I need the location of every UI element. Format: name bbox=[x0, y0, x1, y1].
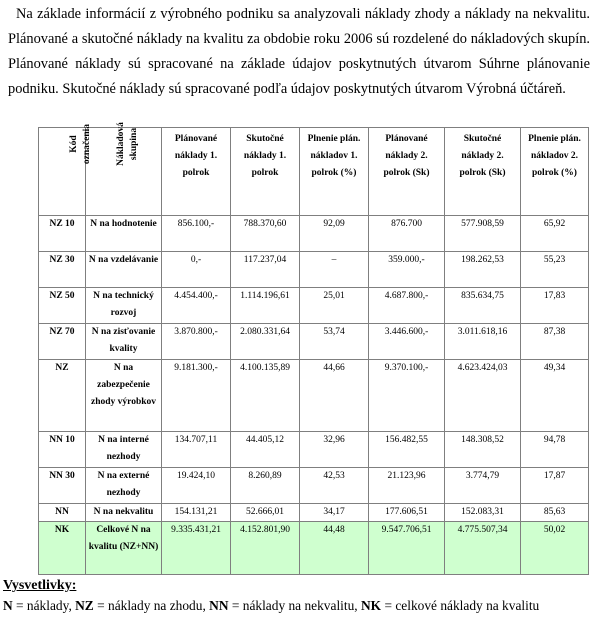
cell-actual-1: 44.405,12 bbox=[231, 432, 300, 468]
cell-code: NZ bbox=[39, 360, 86, 432]
cell-code: NZ 10 bbox=[39, 216, 86, 252]
table-row bbox=[39, 504, 589, 522]
cell-actual-1: 2.080.331,64 bbox=[231, 324, 300, 360]
cell-code: NN 10 bbox=[39, 432, 86, 468]
cell-actual-1: 1.114.196,61 bbox=[231, 288, 300, 324]
cell-percent-1: 42,53 bbox=[300, 468, 369, 504]
cell-plan-1: 9.181.300,- bbox=[162, 360, 231, 432]
cell-code: NZ 50 bbox=[39, 288, 86, 324]
table-row bbox=[39, 468, 589, 504]
cell-actual-2: 152.083,31 bbox=[445, 504, 521, 522]
notes-line bbox=[3, 598, 595, 614]
cell-actual-1: 117.237,04 bbox=[231, 252, 300, 288]
header-actual-2: Skutočné náklady 2. polrok (Sk) bbox=[445, 128, 521, 216]
cell-plan-1: 134.707,11 bbox=[162, 432, 231, 468]
intro-paragraph bbox=[8, 2, 590, 102]
header-group: Nákladová skupina bbox=[86, 128, 162, 216]
cell-plan-2: 21.123,96 bbox=[369, 468, 445, 504]
cell-code: NN bbox=[39, 504, 86, 522]
cell-plan-1: 19.424,10 bbox=[162, 468, 231, 504]
note-sep: = bbox=[228, 598, 243, 613]
cell-actual-2: 198.262,53 bbox=[445, 252, 521, 288]
cell-plan-2: 3.446.600,- bbox=[369, 324, 445, 360]
table-row bbox=[39, 360, 589, 432]
note-abbr: NZ bbox=[75, 598, 94, 613]
cell-code: NZ 70 bbox=[39, 324, 86, 360]
cell-actual-2: 4.775.507,34 bbox=[445, 522, 521, 575]
note-sep: = bbox=[93, 598, 108, 613]
cell-group: N na interné nezhody bbox=[86, 432, 162, 468]
header-plan-1: Plánované náklady 1. polrok bbox=[162, 128, 231, 216]
cell-group: N na technický rozvoj bbox=[86, 288, 162, 324]
note-sep: = bbox=[12, 598, 27, 613]
cell-group: N na zisťovanie kvality bbox=[86, 324, 162, 360]
cell-actual-1: 52.666,01 bbox=[231, 504, 300, 522]
cell-percent-2: 94,78 bbox=[521, 432, 589, 468]
cell-plan-1: 4.454.400,- bbox=[162, 288, 231, 324]
cell-actual-1: 8.260,89 bbox=[231, 468, 300, 504]
cell-actual-2: 577.908,59 bbox=[445, 216, 521, 252]
cell-percent-2: 17,87 bbox=[521, 468, 589, 504]
cell-actual-2: 148.308,52 bbox=[445, 432, 521, 468]
cell-percent-2: 87,38 bbox=[521, 324, 589, 360]
note-abbr: NK bbox=[361, 598, 382, 613]
cell-percent-2: 65,92 bbox=[521, 216, 589, 252]
cell-actual-2: 835.634,75 bbox=[445, 288, 521, 324]
intro-text: Na základe informácií z výrobného podniku sa analyzovali náklady zhody a náklady na nekvalitu. Plánované a skutočné náklady na kvalitu za obdobie roku 2006 sú rozdelené do nákladových skupín. Plánované náklady sú spracované na základe údajov poskytnutých útvarom Súhrne plánovanie podniku. Skutočné náklady sú spracované podľa údajov poskytnutých útvarom Výrobná účtáreň. bbox=[8, 6, 590, 97]
cell-actual-2: 3.011.618,16 bbox=[445, 324, 521, 360]
cell-group: N na zabezpečenie zhody výrobkov bbox=[86, 360, 162, 432]
cell-plan-2: 9.370.100,- bbox=[369, 360, 445, 432]
cell-actual-1: 4.152.801,90 bbox=[231, 522, 300, 575]
cell-plan-1: 154.131,21 bbox=[162, 504, 231, 522]
cell-group: N na hodnotenie bbox=[86, 216, 162, 252]
cell-group: N na nekvalitu bbox=[86, 504, 162, 522]
note-sep: = bbox=[381, 598, 396, 613]
cell-percent-1: – bbox=[300, 252, 369, 288]
cell-percent-1: 44,48 bbox=[300, 522, 369, 575]
cell-group: Celkové N na kvalitu (NZ+NN) bbox=[86, 522, 162, 575]
cell-percent-1: 92,09 bbox=[300, 216, 369, 252]
cell-actual-2: 3.774,79 bbox=[445, 468, 521, 504]
cell-actual-1: 788.370,60 bbox=[231, 216, 300, 252]
table-row bbox=[39, 432, 589, 468]
cell-percent-2: 55,23 bbox=[521, 252, 589, 288]
table-row bbox=[39, 324, 589, 360]
header-code: Kód označenia bbox=[39, 128, 86, 216]
note-text: náklady na zhodu, bbox=[108, 598, 210, 613]
cell-percent-1: 25,01 bbox=[300, 288, 369, 324]
cell-plan-2: 359.000,- bbox=[369, 252, 445, 288]
cell-plan-1: 9.335.431,21 bbox=[162, 522, 231, 575]
header-actual-1: Skutočné náklady 1. polrok bbox=[231, 128, 300, 216]
cell-plan-2: 177.606,51 bbox=[369, 504, 445, 522]
cell-percent-1: 34,17 bbox=[300, 504, 369, 522]
table-header-row bbox=[39, 128, 589, 216]
cell-percent-2: 50,02 bbox=[521, 522, 589, 575]
note-text: celkové náklady na kvalitu bbox=[395, 598, 540, 613]
header-percent-1: Plnenie plán. nákladov 1. polrok (%) bbox=[300, 128, 369, 216]
cell-plan-2: 4.687.800,- bbox=[369, 288, 445, 324]
note-text: náklady, bbox=[26, 598, 76, 613]
header-plan-2: Plánované náklady 2. polrok (Sk) bbox=[369, 128, 445, 216]
table-row bbox=[39, 252, 589, 288]
cell-actual-1: 4.100.135,89 bbox=[231, 360, 300, 432]
cell-plan-1: 856.100,- bbox=[162, 216, 231, 252]
note-abbr: N bbox=[3, 598, 13, 613]
cell-plan-1: 3.870.800,- bbox=[162, 324, 231, 360]
cell-percent-2: 17,83 bbox=[521, 288, 589, 324]
note-text: náklady na nekvalitu, bbox=[242, 598, 361, 613]
cell-plan-2: 876.700 bbox=[369, 216, 445, 252]
cell-group: N na vzdelávanie bbox=[86, 252, 162, 288]
cell-percent-2: 49,34 bbox=[521, 360, 589, 432]
header-percent-2: Plnenie plán. nákladov 2. polrok (%) bbox=[521, 128, 589, 216]
table-row bbox=[39, 288, 589, 324]
cell-percent-2: 85,63 bbox=[521, 504, 589, 522]
cell-percent-1: 32,96 bbox=[300, 432, 369, 468]
cell-code: NN 30 bbox=[39, 468, 86, 504]
cell-actual-2: 4.623.424,03 bbox=[445, 360, 521, 432]
table-row bbox=[39, 522, 589, 575]
cell-code: NZ 30 bbox=[39, 252, 86, 288]
quality-costs-table bbox=[38, 122, 589, 575]
notes-title: Vysvetlivky: bbox=[3, 578, 77, 593]
note-abbr: NN bbox=[209, 598, 229, 613]
cell-percent-1: 44,66 bbox=[300, 360, 369, 432]
table-body bbox=[39, 216, 589, 575]
cell-percent-1: 53,74 bbox=[300, 324, 369, 360]
cell-plan-1: 0,- bbox=[162, 252, 231, 288]
cell-plan-2: 156.482,55 bbox=[369, 432, 445, 468]
table-row bbox=[39, 216, 589, 252]
cell-group: N na externé nezhody bbox=[86, 468, 162, 504]
cell-code: NK bbox=[39, 522, 86, 575]
cell-plan-2: 9.547.706,51 bbox=[369, 522, 445, 575]
